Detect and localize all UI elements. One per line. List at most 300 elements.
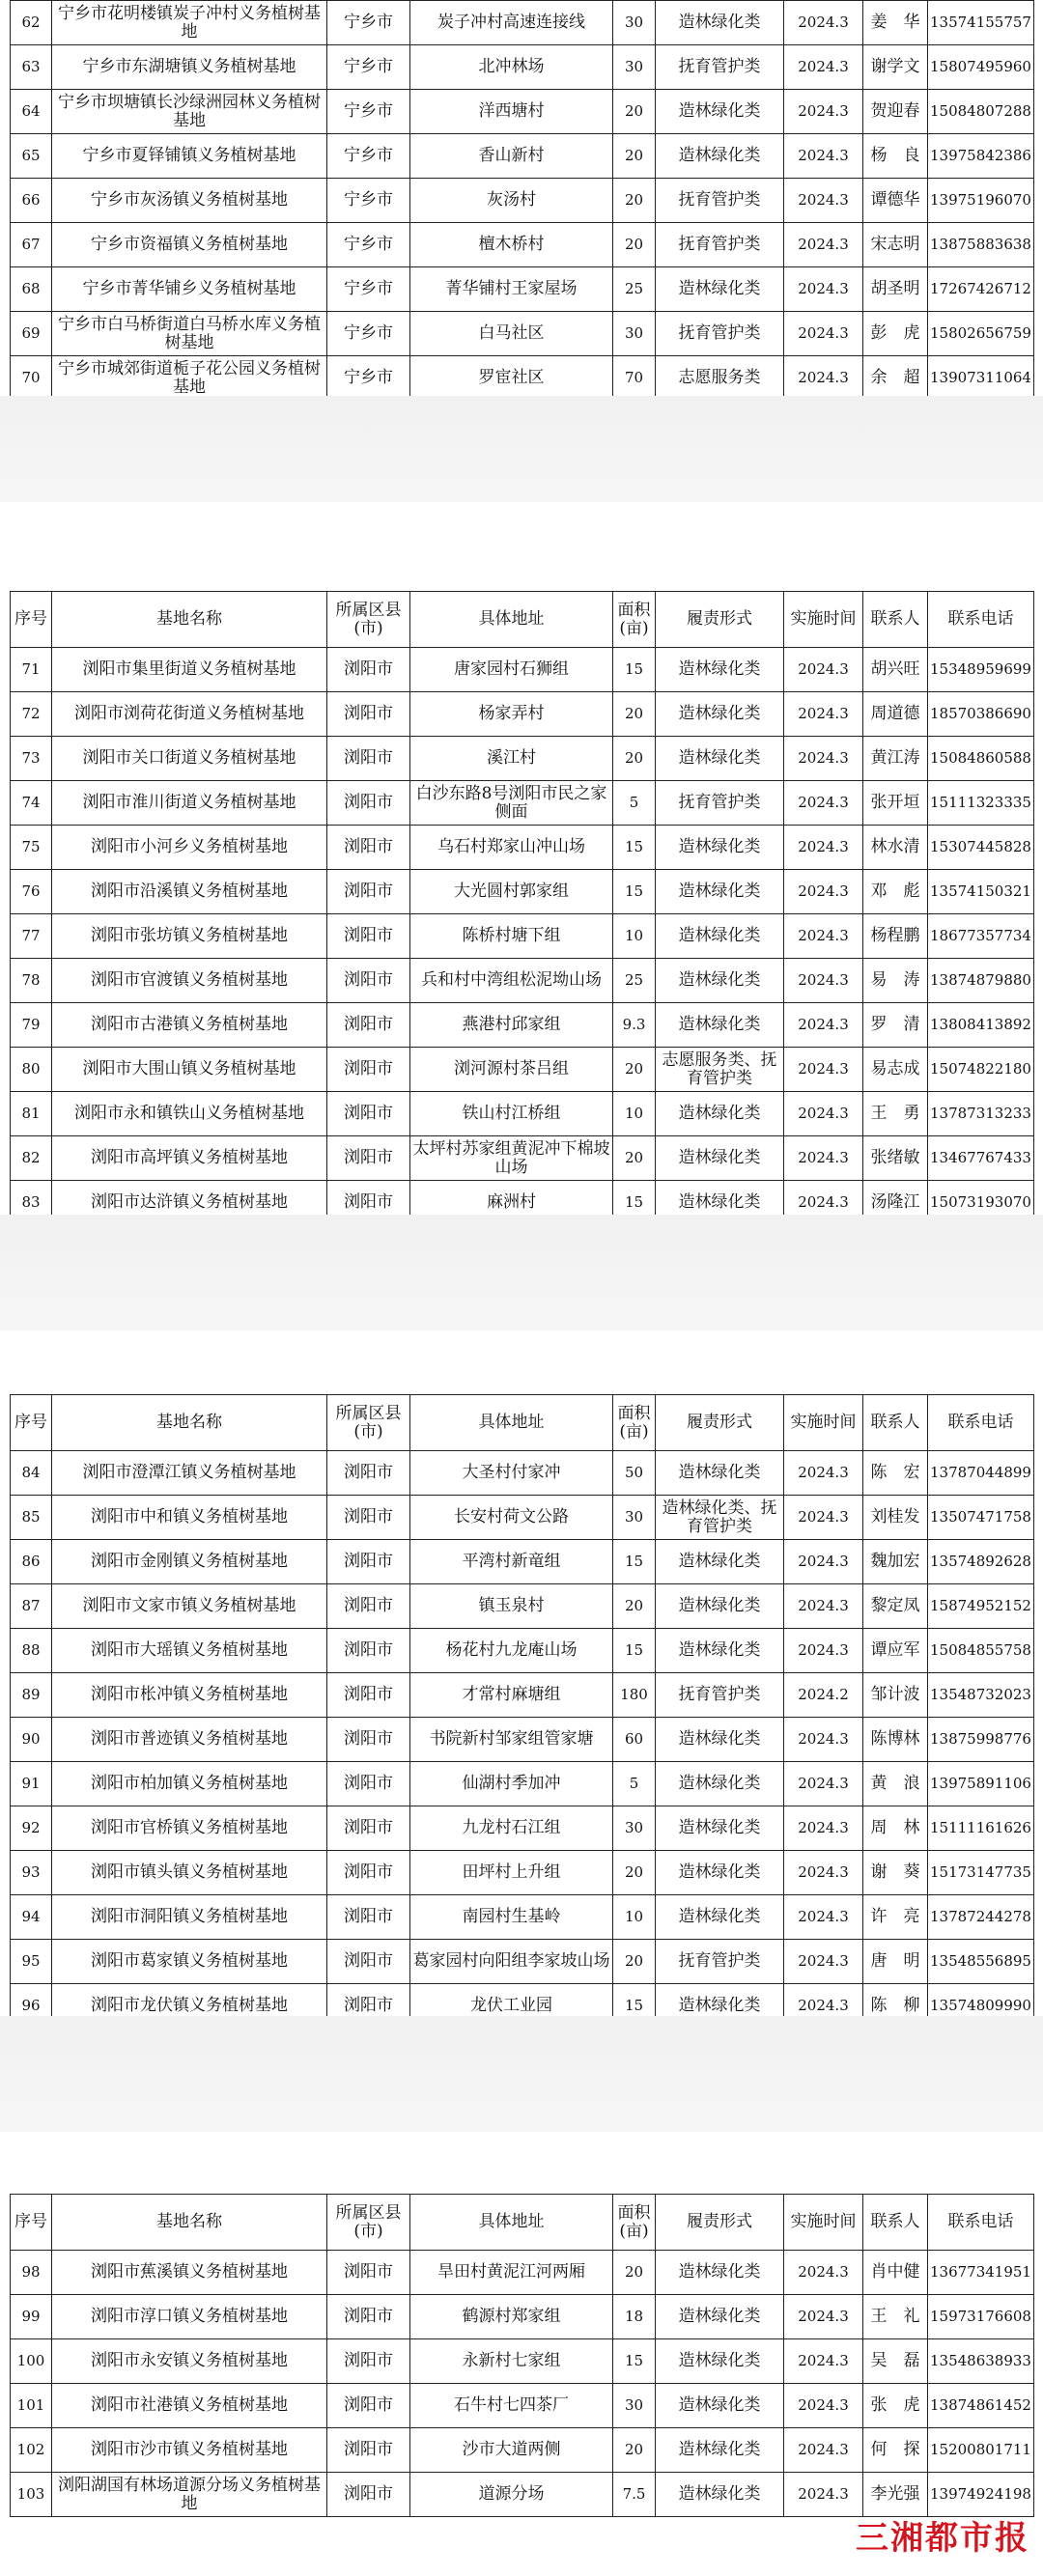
implementation-date: 2024.3 — [784, 90, 863, 134]
responsibility-type: 造林绿化类 — [656, 1181, 784, 1225]
address: 麻洲村 — [410, 1181, 613, 1225]
area: 20 — [613, 223, 656, 267]
contact-phone: 15073193070 — [928, 1181, 1034, 1225]
table-section-2 — [10, 591, 1033, 1225]
district: 浏阳市 — [327, 2251, 410, 2295]
header-phone: 联系电话 — [928, 592, 1034, 648]
row-number: 70 — [11, 356, 52, 401]
district: 宁乡市 — [327, 1, 410, 45]
responsibility-type: 造林绿化类 — [656, 1851, 784, 1895]
contact-phone: 15111161626 — [928, 1806, 1034, 1851]
contact-phone: 13875883638 — [928, 223, 1034, 267]
row-number: 92 — [11, 1806, 52, 1851]
district: 浏阳市 — [327, 1181, 410, 1225]
contact-person: 谭应军 — [863, 1629, 928, 1673]
responsibility-type: 造林绿化类 — [656, 1540, 784, 1584]
address: 杨家弄村 — [410, 692, 613, 737]
base-name: 浏阳市高坪镇义务植树基地 — [52, 1136, 327, 1181]
district: 浏阳市 — [327, 826, 410, 870]
base-name: 浏阳市洞阳镇义务植树基地 — [52, 1895, 327, 1940]
table-row — [11, 45, 1034, 90]
table-row — [11, 356, 1034, 401]
address: 九龙村石江组 — [410, 1806, 613, 1851]
row-number: 68 — [11, 267, 52, 312]
row-number: 69 — [11, 312, 52, 356]
area: 15 — [613, 648, 656, 692]
implementation-date: 2024.3 — [784, 959, 863, 1003]
area: 18 — [613, 2295, 656, 2339]
table-row — [11, 1496, 1034, 1540]
base-name: 浏阳市浏荷花街道义务植树基地 — [52, 692, 327, 737]
implementation-date: 2024.3 — [784, 134, 863, 179]
responsibility-type: 志愿服务类 — [656, 356, 784, 401]
contact-person: 吴 磊 — [863, 2339, 928, 2384]
address: 唐家园村石狮组 — [410, 648, 613, 692]
row-number: 65 — [11, 134, 52, 179]
header-number: 序号 — [11, 592, 52, 648]
contact-phone: 15802656759 — [928, 312, 1034, 356]
table-row — [11, 1003, 1034, 1048]
table-row — [11, 1092, 1034, 1136]
contact-person: 张 虎 — [863, 2384, 928, 2428]
contact-phone: 15084807288 — [928, 90, 1034, 134]
contact-phone: 15074822180 — [928, 1048, 1034, 1092]
row-number: 62 — [11, 1, 52, 45]
contact-person: 王 勇 — [863, 1092, 928, 1136]
header-district: 所属区县(市) — [327, 2195, 410, 2251]
row-number: 83 — [11, 1181, 52, 1225]
table-row — [11, 2384, 1034, 2428]
base-name: 浏阳市小河乡义务植树基地 — [52, 826, 327, 870]
base-name: 浏阳市沿溪镇义务植树基地 — [52, 870, 327, 914]
responsibility-type: 造林绿化类 — [656, 2473, 784, 2517]
address: 旱田村黄泥江河两厢 — [410, 2251, 613, 2295]
base-name: 浏阳市澄潭江镇义务植树基地 — [52, 1451, 327, 1496]
row-number: 72 — [11, 692, 52, 737]
implementation-date: 2024.3 — [784, 179, 863, 223]
district: 宁乡市 — [327, 45, 410, 90]
implementation-date: 2024.3 — [784, 2295, 863, 2339]
area: 20 — [613, 134, 656, 179]
address: 洋西塘村 — [410, 90, 613, 134]
responsibility-type: 造林绿化类 — [656, 870, 784, 914]
row-number: 67 — [11, 223, 52, 267]
contact-person: 余 超 — [863, 356, 928, 401]
row-number: 85 — [11, 1496, 52, 1540]
base-name: 浏阳市葛家镇义务植树基地 — [52, 1940, 327, 1984]
district: 浏阳市 — [327, 1451, 410, 1496]
responsibility-type: 造林绿化类 — [656, 1003, 784, 1048]
table-row — [11, 2339, 1034, 2384]
implementation-date: 2024.3 — [784, 1496, 863, 1540]
address: 仙湖村季加冲 — [410, 1762, 613, 1806]
contact-person: 陈 柳 — [863, 1984, 928, 2029]
contact-phone: 13507471758 — [928, 1496, 1034, 1540]
table-row — [11, 692, 1034, 737]
address: 菁华铺村王家屋场 — [410, 267, 613, 312]
table-row — [11, 1629, 1034, 1673]
address: 才常村麻塘组 — [410, 1673, 613, 1718]
base-name: 浏阳市张坊镇义务植树基地 — [52, 914, 327, 959]
header-address: 具体地址 — [410, 1395, 613, 1451]
responsibility-type: 抚育管护类 — [656, 1940, 784, 1984]
table-row — [11, 267, 1034, 312]
row-number: 81 — [11, 1092, 52, 1136]
row-number: 94 — [11, 1895, 52, 1940]
base-name: 宁乡市城郊街道栀子花公园义务植树基地 — [52, 356, 327, 401]
implementation-date: 2024.3 — [784, 826, 863, 870]
contact-phone: 15973176608 — [928, 2295, 1034, 2339]
implementation-date: 2024.3 — [784, 692, 863, 737]
contact-phone: 13787313233 — [928, 1092, 1034, 1136]
contact-phone: 13875998776 — [928, 1718, 1034, 1762]
district: 浏阳市 — [327, 1092, 410, 1136]
contact-person: 邓 彪 — [863, 870, 928, 914]
area: 20 — [613, 2251, 656, 2295]
responsibility-type: 造林绿化类 — [656, 2251, 784, 2295]
district: 浏阳市 — [327, 1718, 410, 1762]
implementation-date: 2024.3 — [784, 648, 863, 692]
header-phone: 联系电话 — [928, 2195, 1034, 2251]
responsibility-type: 造林绿化类 — [656, 2428, 784, 2473]
address: 龙伏工业园 — [410, 1984, 613, 2029]
base-name: 浏阳市沙市镇义务植树基地 — [52, 2428, 327, 2473]
row-number: 77 — [11, 914, 52, 959]
contact-phone: 15084860588 — [928, 737, 1034, 781]
contact-person: 杨 良 — [863, 134, 928, 179]
row-number: 95 — [11, 1940, 52, 1984]
contact-person: 黎定凤 — [863, 1584, 928, 1629]
table-row — [11, 781, 1034, 826]
district: 浏阳市 — [327, 1003, 410, 1048]
contact-person: 刘桂发 — [863, 1496, 928, 1540]
header-area: 面积(亩) — [613, 2195, 656, 2251]
header-number: 序号 — [11, 2195, 52, 2251]
contact-person: 谢 葵 — [863, 1851, 928, 1895]
area: 30 — [613, 45, 656, 90]
base-name: 浏阳市关口街道义务植树基地 — [52, 737, 327, 781]
contact-phone: 13874861452 — [928, 2384, 1034, 2428]
header-date: 实施时间 — [784, 2195, 863, 2251]
area: 15 — [613, 1540, 656, 1584]
row-number: 96 — [11, 1984, 52, 2029]
responsibility-type: 造林绿化类 — [656, 267, 784, 312]
area: 5 — [613, 1762, 656, 1806]
address: 沙市大道两侧 — [410, 2428, 613, 2473]
data-table — [10, 2194, 1034, 2517]
base-name: 浏阳市官渡镇义务植树基地 — [52, 959, 327, 1003]
row-number: 100 — [11, 2339, 52, 2384]
area: 15 — [613, 870, 656, 914]
district: 宁乡市 — [327, 134, 410, 179]
contact-phone: 15173147735 — [928, 1851, 1034, 1895]
row-number: 75 — [11, 826, 52, 870]
base-name: 浏阳市蕉溪镇义务植树基地 — [52, 2251, 327, 2295]
contact-person: 邹计波 — [863, 1673, 928, 1718]
responsibility-type: 造林绿化类 — [656, 90, 784, 134]
responsibility-type: 造林绿化类 — [656, 737, 784, 781]
table-row — [11, 1673, 1034, 1718]
row-number: 102 — [11, 2428, 52, 2473]
area: 15 — [613, 826, 656, 870]
contact-person: 肖中健 — [863, 2251, 928, 2295]
district: 宁乡市 — [327, 90, 410, 134]
contact-phone: 13574150321 — [928, 870, 1034, 914]
base-name: 宁乡市坝塘镇长沙绿洲园林义务植树基地 — [52, 90, 327, 134]
header-type: 履责形式 — [656, 1395, 784, 1451]
contact-phone: 17267426712 — [928, 267, 1034, 312]
implementation-date: 2024.3 — [784, 2384, 863, 2428]
area: 50 — [613, 1451, 656, 1496]
contact-person: 易 涛 — [863, 959, 928, 1003]
base-name: 浏阳市大瑶镇义务植树基地 — [52, 1629, 327, 1673]
contact-person: 杨程鹏 — [863, 914, 928, 959]
table-row — [11, 134, 1034, 179]
district: 浏阳市 — [327, 737, 410, 781]
row-number: 88 — [11, 1629, 52, 1673]
responsibility-type: 造林绿化类 — [656, 1984, 784, 2029]
implementation-date: 2024.3 — [784, 1181, 863, 1225]
area: 180 — [613, 1673, 656, 1718]
area: 10 — [613, 1895, 656, 1940]
address: 太坪村苏家组黄泥冲下棉坡山场 — [410, 1136, 613, 1181]
row-number: 103 — [11, 2473, 52, 2517]
base-name: 浏阳市龙伏镇义务植树基地 — [52, 1984, 327, 2029]
table-row — [11, 1940, 1034, 1984]
responsibility-type: 抚育管护类 — [656, 223, 784, 267]
base-name: 宁乡市菁华铺乡义务植树基地 — [52, 267, 327, 312]
table-row — [11, 90, 1034, 134]
district: 浏阳市 — [327, 781, 410, 826]
contact-phone: 15348959699 — [928, 648, 1034, 692]
address: 镇玉泉村 — [410, 1584, 613, 1629]
base-name: 浏阳市社港镇义务植树基地 — [52, 2384, 327, 2428]
responsibility-type: 造林绿化类 — [656, 1, 784, 45]
contact-person: 何 探 — [863, 2428, 928, 2473]
table-row — [11, 1584, 1034, 1629]
contact-person: 胡圣明 — [863, 267, 928, 312]
area: 20 — [613, 90, 656, 134]
header-area: 面积(亩) — [613, 592, 656, 648]
data-table — [10, 0, 1034, 401]
district: 浏阳市 — [327, 1851, 410, 1895]
area: 60 — [613, 1718, 656, 1762]
row-number: 79 — [11, 1003, 52, 1048]
contact-person: 陈博林 — [863, 1718, 928, 1762]
table-row — [11, 648, 1034, 692]
implementation-date: 2024.3 — [784, 1851, 863, 1895]
responsibility-type: 造林绿化类 — [656, 1451, 784, 1496]
contact-phone: 13787244278 — [928, 1895, 1034, 1940]
address: 乌石村郑家山冲山场 — [410, 826, 613, 870]
address: 南园村生基岭 — [410, 1895, 613, 1940]
table-row — [11, 179, 1034, 223]
contact-person: 彭 虎 — [863, 312, 928, 356]
contact-person: 黄江涛 — [863, 737, 928, 781]
address: 书院新村邹家组管家塘 — [410, 1718, 613, 1762]
implementation-date: 2024.3 — [784, 1895, 863, 1940]
base-name: 宁乡市花明楼镇炭子冲村义务植树基地 — [52, 1, 327, 45]
district: 浏阳市 — [327, 1136, 410, 1181]
contact-phone: 15200801711 — [928, 2428, 1034, 2473]
base-name: 浏阳市淮川街道义务植树基地 — [52, 781, 327, 826]
row-number: 64 — [11, 90, 52, 134]
implementation-date: 2024.3 — [784, 1540, 863, 1584]
implementation-date: 2024.3 — [784, 870, 863, 914]
header-contact: 联系人 — [863, 2195, 928, 2251]
implementation-date: 2024.3 — [784, 1762, 863, 1806]
district: 浏阳市 — [327, 1806, 410, 1851]
implementation-date: 2024.3 — [784, 1806, 863, 1851]
district: 浏阳市 — [327, 2295, 410, 2339]
address: 长安村荷文公路 — [410, 1496, 613, 1540]
area: 20 — [613, 2428, 656, 2473]
district: 浏阳市 — [327, 1762, 410, 1806]
district: 浏阳市 — [327, 1940, 410, 1984]
implementation-date: 2024.3 — [784, 1940, 863, 1984]
base-name: 浏阳市官桥镇义务植树基地 — [52, 1806, 327, 1851]
contact-person: 唐 明 — [863, 1940, 928, 1984]
address: 兵和村中湾组松泥坳山场 — [410, 959, 613, 1003]
area: 20 — [613, 1136, 656, 1181]
address: 平湾村新竜组 — [410, 1540, 613, 1584]
table-row — [11, 2428, 1034, 2473]
address: 香山新村 — [410, 134, 613, 179]
address: 檀木桥村 — [410, 223, 613, 267]
row-number: 84 — [11, 1451, 52, 1496]
header-address: 具体地址 — [410, 2195, 613, 2251]
contact-person: 宋志明 — [863, 223, 928, 267]
district: 浏阳市 — [327, 692, 410, 737]
responsibility-type: 造林绿化类 — [656, 1895, 784, 1940]
district: 宁乡市 — [327, 179, 410, 223]
area: 15 — [613, 2339, 656, 2384]
base-name: 浏阳市普迹镇义务植树基地 — [52, 1718, 327, 1762]
header-base-name: 基地名称 — [52, 592, 327, 648]
contact-person: 姜 华 — [863, 1, 928, 45]
area: 15 — [613, 1984, 656, 2029]
row-number: 78 — [11, 959, 52, 1003]
district: 浏阳市 — [327, 2428, 410, 2473]
area: 20 — [613, 1584, 656, 1629]
contact-phone: 13548732023 — [928, 1673, 1034, 1718]
responsibility-type: 造林绿化类 — [656, 2339, 784, 2384]
address: 北冲林场 — [410, 45, 613, 90]
area: 25 — [613, 959, 656, 1003]
row-number: 89 — [11, 1673, 52, 1718]
implementation-date: 2024.3 — [784, 1136, 863, 1181]
implementation-date: 2024.3 — [784, 1, 863, 45]
table-row — [11, 1540, 1034, 1584]
area: 30 — [613, 2384, 656, 2428]
table-row — [11, 914, 1034, 959]
contact-person: 罗 清 — [863, 1003, 928, 1048]
row-number: 99 — [11, 2295, 52, 2339]
area: 20 — [613, 737, 656, 781]
table-row — [11, 1718, 1034, 1762]
address: 永新村七家组 — [410, 2339, 613, 2384]
contact-phone: 13975842386 — [928, 134, 1034, 179]
table-row — [11, 870, 1034, 914]
implementation-date: 2024.3 — [784, 1984, 863, 2029]
area: 30 — [613, 312, 656, 356]
base-name: 浏阳市永安镇义务植树基地 — [52, 2339, 327, 2384]
contact-phone: 13808413892 — [928, 1003, 1034, 1048]
header-contact: 联系人 — [863, 592, 928, 648]
address: 燕港村邱家组 — [410, 1003, 613, 1048]
area: 30 — [613, 1496, 656, 1540]
header-type: 履责形式 — [656, 2195, 784, 2251]
responsibility-type: 造林绿化类 — [656, 959, 784, 1003]
contact-person: 贺迎春 — [863, 90, 928, 134]
table-row — [11, 959, 1034, 1003]
table-row — [11, 2473, 1034, 2517]
district: 浏阳市 — [327, 648, 410, 692]
contact-person: 周 林 — [863, 1806, 928, 1851]
row-number: 82 — [11, 1136, 52, 1181]
district: 浏阳市 — [327, 2384, 410, 2428]
implementation-date: 2024.3 — [784, 356, 863, 401]
area: 5 — [613, 781, 656, 826]
table-row — [11, 1762, 1034, 1806]
header-date: 实施时间 — [784, 1395, 863, 1451]
row-number: 80 — [11, 1048, 52, 1092]
address: 田坪村上升组 — [410, 1851, 613, 1895]
implementation-date: 2024.3 — [784, 1048, 863, 1092]
base-name: 浏阳市镇头镇义务植树基地 — [52, 1851, 327, 1895]
section-separator — [0, 1215, 1043, 1330]
table-row — [11, 312, 1034, 356]
contact-phone: 13574809990 — [928, 1984, 1034, 2029]
responsibility-type: 造林绿化类 — [656, 826, 784, 870]
header-phone: 联系电话 — [928, 1395, 1034, 1451]
responsibility-type: 造林绿化类 — [656, 2384, 784, 2428]
contact-phone: 15084855758 — [928, 1629, 1034, 1673]
area: 15 — [613, 1629, 656, 1673]
responsibility-type: 造林绿化类 — [656, 692, 784, 737]
address: 石牛村七四茶厂 — [410, 2384, 613, 2428]
implementation-date: 2024.3 — [784, 1629, 863, 1673]
base-name: 浏阳市中和镇义务植树基地 — [52, 1496, 327, 1540]
district: 浏阳市 — [327, 1629, 410, 1673]
base-name: 浏阳市集里街道义务植树基地 — [52, 648, 327, 692]
district: 浏阳市 — [327, 2473, 410, 2517]
address: 杨花村九龙庵山场 — [410, 1629, 613, 1673]
contact-phone: 15111323335 — [928, 781, 1034, 826]
responsibility-type: 抚育管护类 — [656, 179, 784, 223]
contact-person: 魏加宏 — [863, 1540, 928, 1584]
table-section-3 — [10, 1394, 1033, 2073]
district: 宁乡市 — [327, 312, 410, 356]
row-number: 93 — [11, 1851, 52, 1895]
address: 鹤源村郑家组 — [410, 2295, 613, 2339]
district: 浏阳市 — [327, 870, 410, 914]
contact-phone: 15307445828 — [928, 826, 1034, 870]
district: 浏阳市 — [327, 1895, 410, 1940]
row-number: 66 — [11, 179, 52, 223]
contact-person: 陈 宏 — [863, 1451, 928, 1496]
implementation-date: 2024.3 — [784, 1003, 863, 1048]
table-header-row — [11, 592, 1034, 648]
base-name: 浏阳市淳口镇义务植树基地 — [52, 2295, 327, 2339]
implementation-date: 2024.3 — [784, 267, 863, 312]
implementation-date: 2024.3 — [784, 781, 863, 826]
responsibility-type: 造林绿化类 — [656, 1806, 784, 1851]
area: 10 — [613, 1092, 656, 1136]
address: 炭子冲村高速连接线 — [410, 1, 613, 45]
base-name: 浏阳市枨冲镇义务植树基地 — [52, 1673, 327, 1718]
table-row — [11, 1895, 1034, 1940]
